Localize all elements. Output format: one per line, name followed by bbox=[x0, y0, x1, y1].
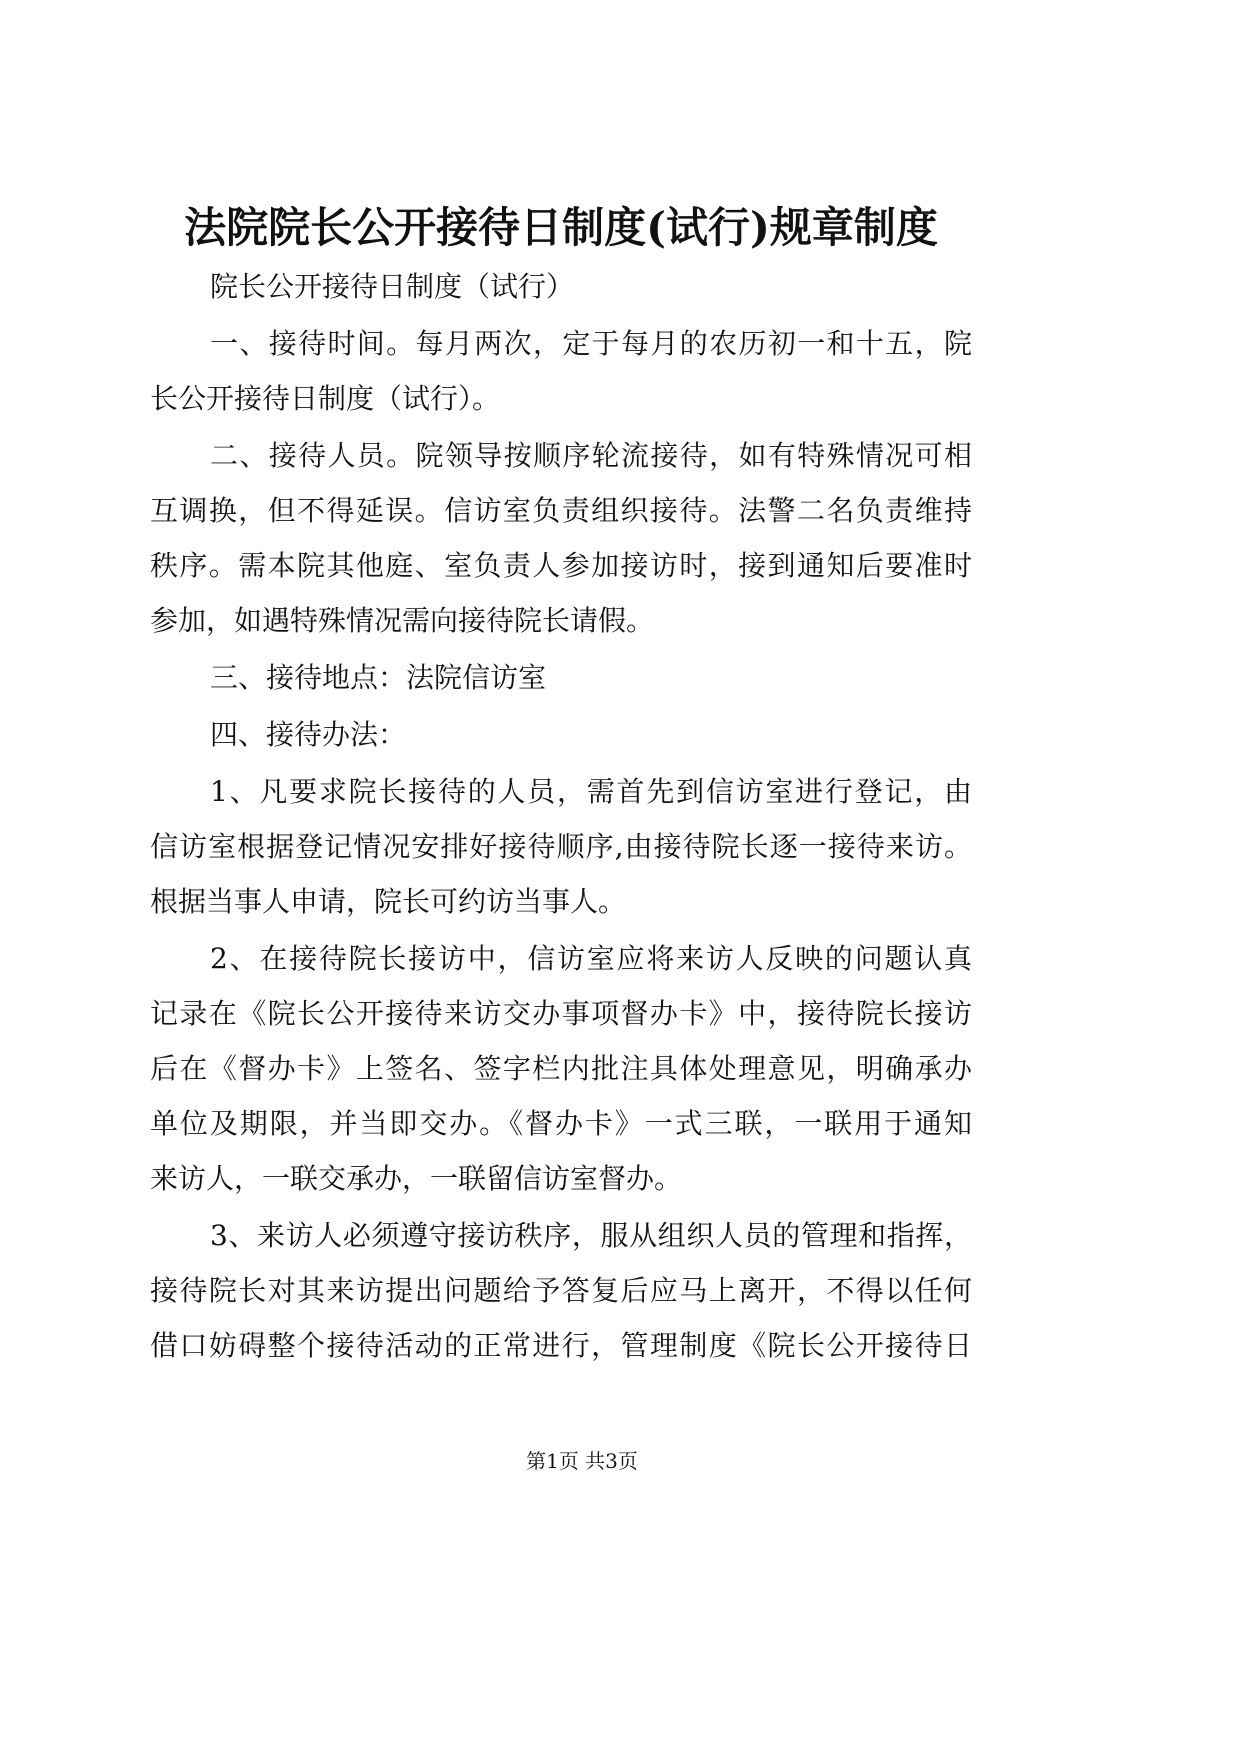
text-line: 后在《督办卡》上签名、签字栏内批注具体处理意见，明确承办 bbox=[150, 1052, 972, 1085]
text-line: 一、接待时间。每月两次，定于每月的农历初一和十五，院 bbox=[210, 327, 972, 360]
paragraph bbox=[150, 764, 972, 929]
paragraph bbox=[150, 931, 972, 1206]
text-line: 来访人，一联交承办，一联留信访室督办。 bbox=[150, 1162, 683, 1195]
paragraph bbox=[150, 650, 972, 705]
text-line: 参加，如遇特殊情况需向接待院长请假。 bbox=[150, 604, 655, 637]
paragraph bbox=[150, 316, 972, 426]
text-line: 根据当事人申请，院长可约访当事人。 bbox=[150, 885, 627, 918]
text-line: 记录在《院长公开接待来访交办事项督办卡》中，接待院长接访 bbox=[150, 997, 972, 1030]
text-line: 秩序。需本院其他庭、室负责人参加接访时，接到通知后要准时 bbox=[150, 549, 972, 582]
paragraph bbox=[150, 259, 972, 314]
paragraph bbox=[150, 428, 972, 648]
text-line: 1、凡要求院长接待的人员，需首先到信访室进行登记，由 bbox=[210, 775, 972, 808]
text-line: 2、在接待院长接访中，信访室应将来访人反映的问题认真 bbox=[210, 942, 972, 975]
paragraph bbox=[150, 707, 972, 762]
text-line: 3、来访人必须遵守接访秩序，服从组织人员的管理和指挥， bbox=[210, 1219, 972, 1252]
text-line: 三、接待地点：法院信访室 bbox=[210, 661, 547, 694]
text-line: 接待院长对其来访提出问题给予答复后应马上离开，不得以任何 bbox=[150, 1274, 972, 1307]
text-line: 二、接待人员。院领导按顺序轮流接待，如有特殊情况可相 bbox=[210, 439, 972, 472]
text-line: 四、接待办法： bbox=[210, 718, 407, 751]
document-body bbox=[150, 259, 972, 1375]
text-line: 院长公开接待日制度（试行） bbox=[210, 270, 575, 303]
text-line: 信访室根据登记情况安排好接待顺序,由接待院长逐一接待来访。 bbox=[150, 830, 972, 863]
document-title: 法院院长公开接待日制度(试行)规章制度 bbox=[184, 203, 938, 252]
text-line: 借口妨碍整个接待活动的正常进行，管理制度《院长公开接待日 bbox=[150, 1329, 972, 1362]
paragraph bbox=[150, 1208, 972, 1373]
text-line: 互调换，但不得延误。信访室负责组织接待。法警二名负责维持 bbox=[150, 494, 972, 527]
text-line: 长公开接待日制度（试行）。 bbox=[150, 382, 501, 415]
text-line: 单位及期限，并当即交办。《督办卡》一式三联，一联用于通知 bbox=[150, 1107, 972, 1140]
page-footer: 第1页 共3页 bbox=[526, 1449, 638, 1473]
